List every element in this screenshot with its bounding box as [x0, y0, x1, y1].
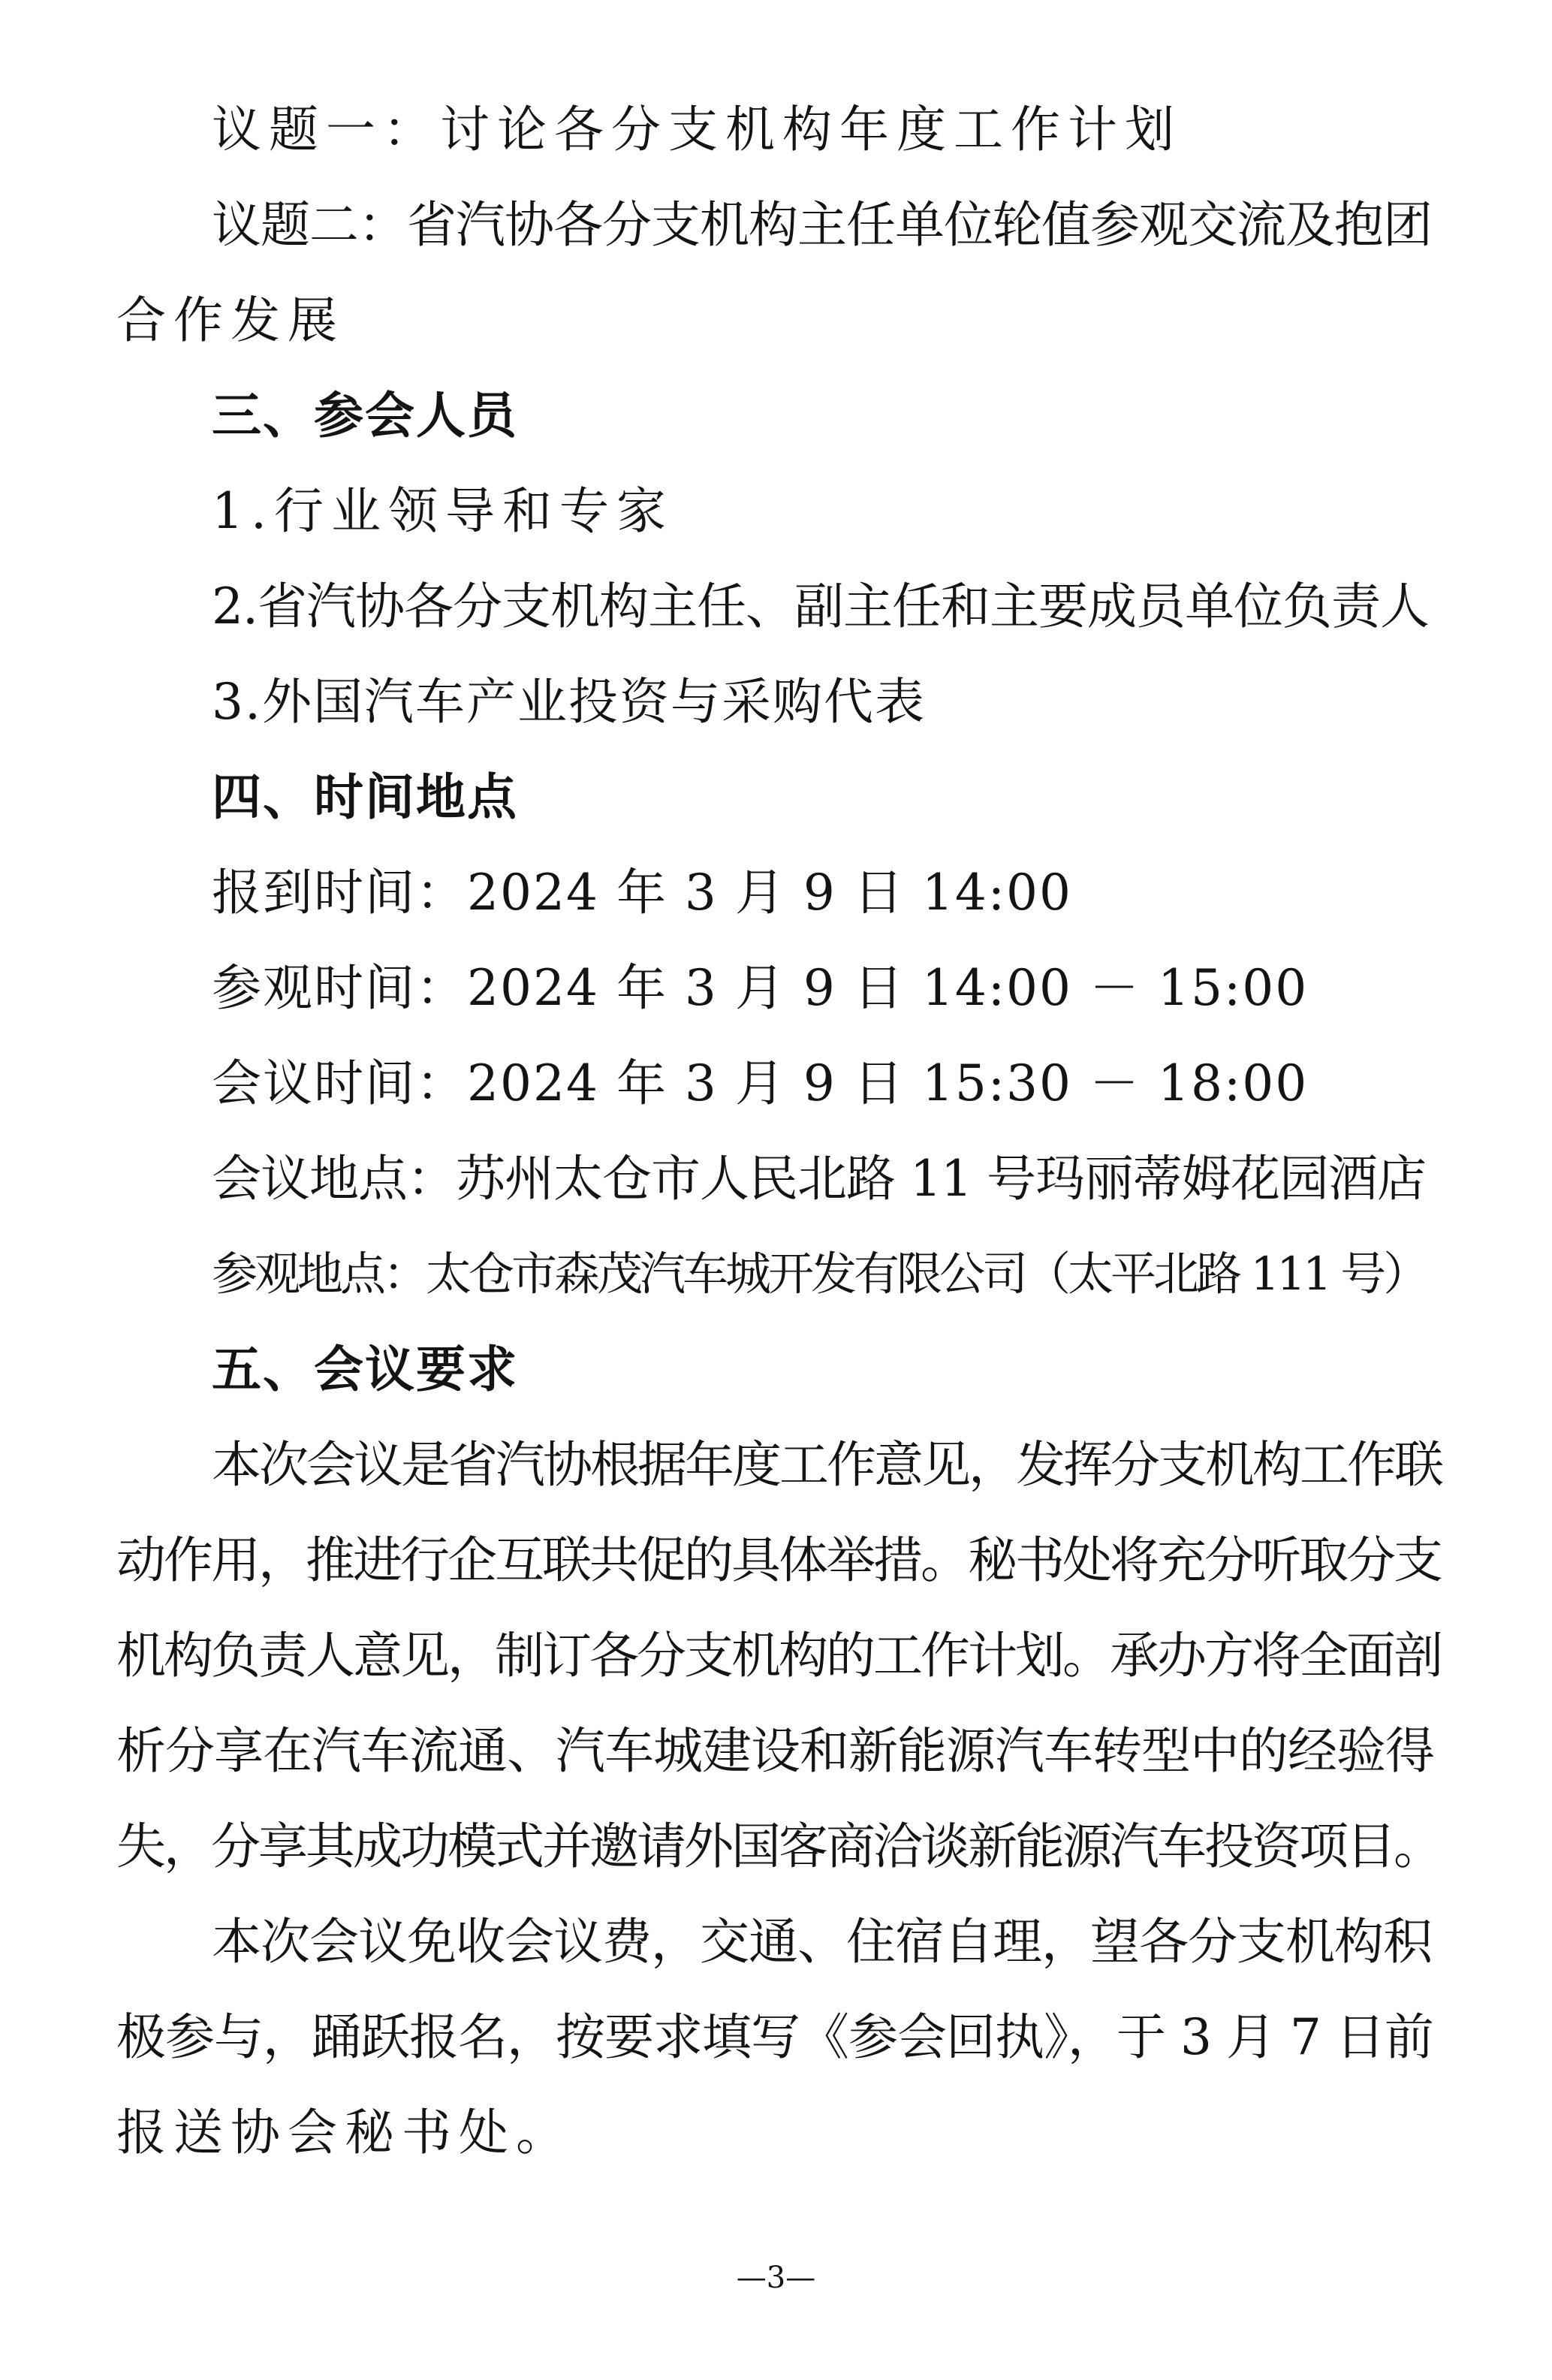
section-4-heading: 四、时间地点	[212, 768, 518, 826]
requirements-para-1-line-4: 析分享在汽车流通、汽车城建设和新能源汽车转型中的经验得	[116, 1722, 1434, 1780]
requirements-para-2-line-1: 本次会议免收会议费，交通、住宿自理，望各分支机构积	[212, 1913, 1432, 1971]
attendee-item-1: 1.行业领导和专家	[212, 482, 674, 540]
requirements-para-1-line-1: 本次会议是省汽协根据年度工作意见，发挥分支机构工作联	[212, 1436, 1442, 1494]
agenda-item-1: 议题一：讨论各分支机构年度工作计划	[212, 101, 1182, 158]
section-3-heading: 三、参会人员	[212, 387, 518, 445]
requirements-para-1-line-5: 失，分享其成功模式并邀请外国客商洽谈新能源汽车投资项目。	[116, 1817, 1441, 1875]
requirements-para-1-line-2: 动作用，推进行企互联共促的具体举措。秘书处将充分听取分支	[116, 1531, 1441, 1589]
meeting-time: 会议时间：2024 年 3 月 9 日 15:30 － 18:00	[212, 1054, 1309, 1112]
requirements-para-2-line-2: 极参与，踊跃报名，按要求填写《参会回执》，于 3 月 7 日前	[116, 2008, 1433, 2066]
section-5-heading: 五、会议要求	[212, 1341, 518, 1398]
agenda-item-2-line-1: 议题二：省汽协各分支机构主任单位轮值参观交流及抱团	[212, 196, 1432, 254]
page-number: —3—	[736, 2261, 816, 2295]
attendee-item-3: 3.外国汽车产业投资与采购代表	[212, 673, 926, 731]
checkin-time: 报到时间：2024 年 3 月 9 日 14:00	[212, 864, 1073, 922]
agenda-item-2-line-2: 合作发展	[116, 291, 345, 349]
visit-place: 参观地点：太仓市森茂汽车城开发有限公司（太平北路 111 号）	[212, 1247, 1427, 1301]
meeting-place: 会议地点：苏州太仓市人民北路 11 号玛丽蒂姆花园酒店	[212, 1150, 1426, 1208]
requirements-para-1-line-3: 机构负责人意见，制订各分支机构的工作计划。承办方将全面剖	[116, 1627, 1441, 1685]
visit-time: 参观时间：2024 年 3 月 9 日 14:00 － 15:00	[212, 959, 1309, 1017]
attendee-item-2: 2.省汽协各分支机构主任、副主任和主要成员单位负责人	[212, 578, 1429, 635]
requirements-para-2-line-3: 报送协会秘书处。	[116, 2104, 573, 2161]
